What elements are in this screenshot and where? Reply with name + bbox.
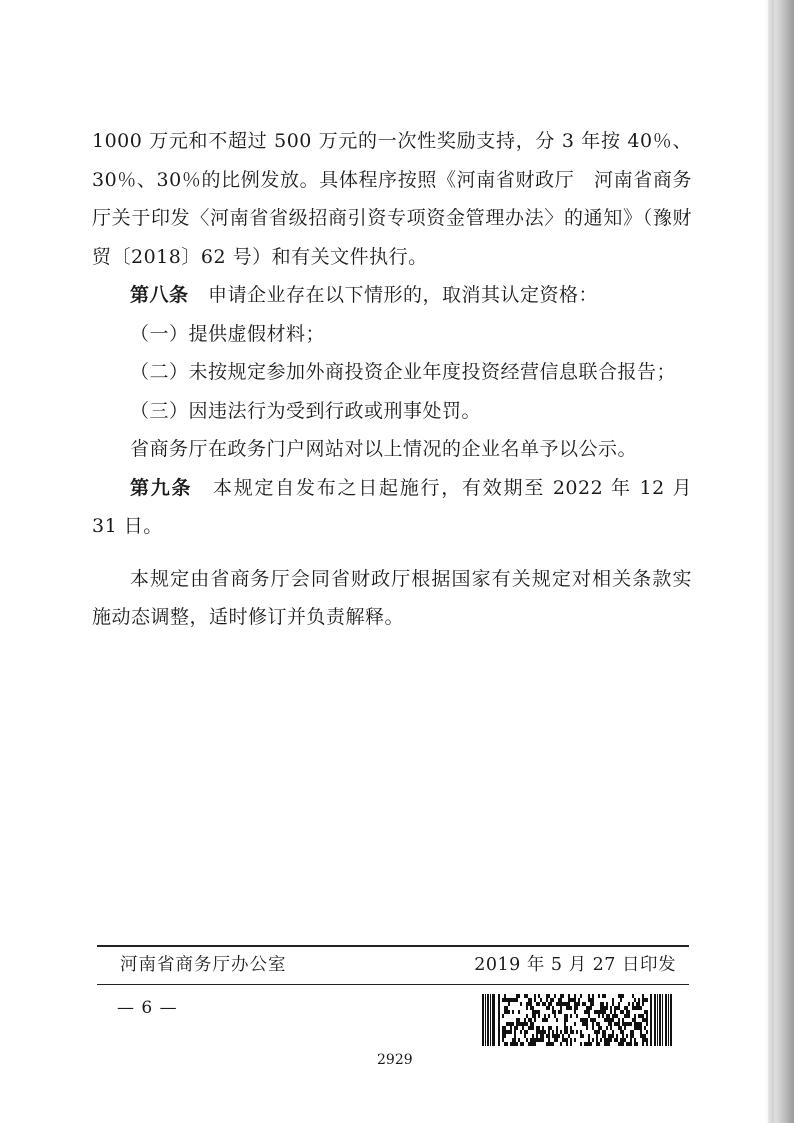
article-8-item-1: （一）提供虚假材料；: [130, 322, 326, 345]
article-8-text: 申请企业存在以下情形的，取消其认定资格：: [208, 284, 599, 306]
article-8-heading: 第八条: [130, 284, 189, 306]
article-9-heading: 第九条: [130, 476, 193, 499]
barcode-image: [482, 994, 672, 1046]
article-9: [92, 469, 692, 546]
article-8-item-3: （三）因违法行为受到行政或刑事处罚。: [130, 399, 482, 422]
paragraph-funding-procedure: 1000 万元和不超过 500 万元的一次性奖励支持，分 3 年按 40％、30％、30％的比例发放。具体程序按照《河南省财政厅 河南省商务厅关于印发〈河南省省级招商引资专项资金管理办法〉的通知》（豫财贸〔2018〕62 号）和有关文件执行。: [92, 130, 692, 268]
article-8-item-2: （二）未按规定参加外商投资企业年度投资经营信息联合报告；: [130, 361, 677, 383]
document-code: 2929: [377, 1052, 413, 1068]
footer-issue-date: 2019 年 5 月 27 日印发: [474, 955, 676, 975]
interpretation-paragraph: 本规定由省商务厅会同省财政厅根据国家有关规定对相关条款实施动态调整，适时修订并负责解释。: [92, 567, 692, 628]
page-edge-shade: [764, 0, 774, 1123]
page-number: — 6 —: [117, 998, 178, 1018]
article-9-text: 本规定自发布之日起施行，有效期至 2022 年 12 月 31 日。: [92, 476, 692, 537]
publicity-paragraph: 省商务厅在政务门户网站对以上情况的企业名单予以公示。: [130, 438, 638, 460]
document-body: [92, 122, 692, 637]
footer-rule-top: [97, 945, 689, 947]
article-8: [92, 276, 692, 315]
footer-rule-bottom: [97, 984, 689, 985]
paragraph-gap: [92, 546, 692, 560]
footer-issuer: 河南省商务厅办公室: [120, 955, 287, 975]
